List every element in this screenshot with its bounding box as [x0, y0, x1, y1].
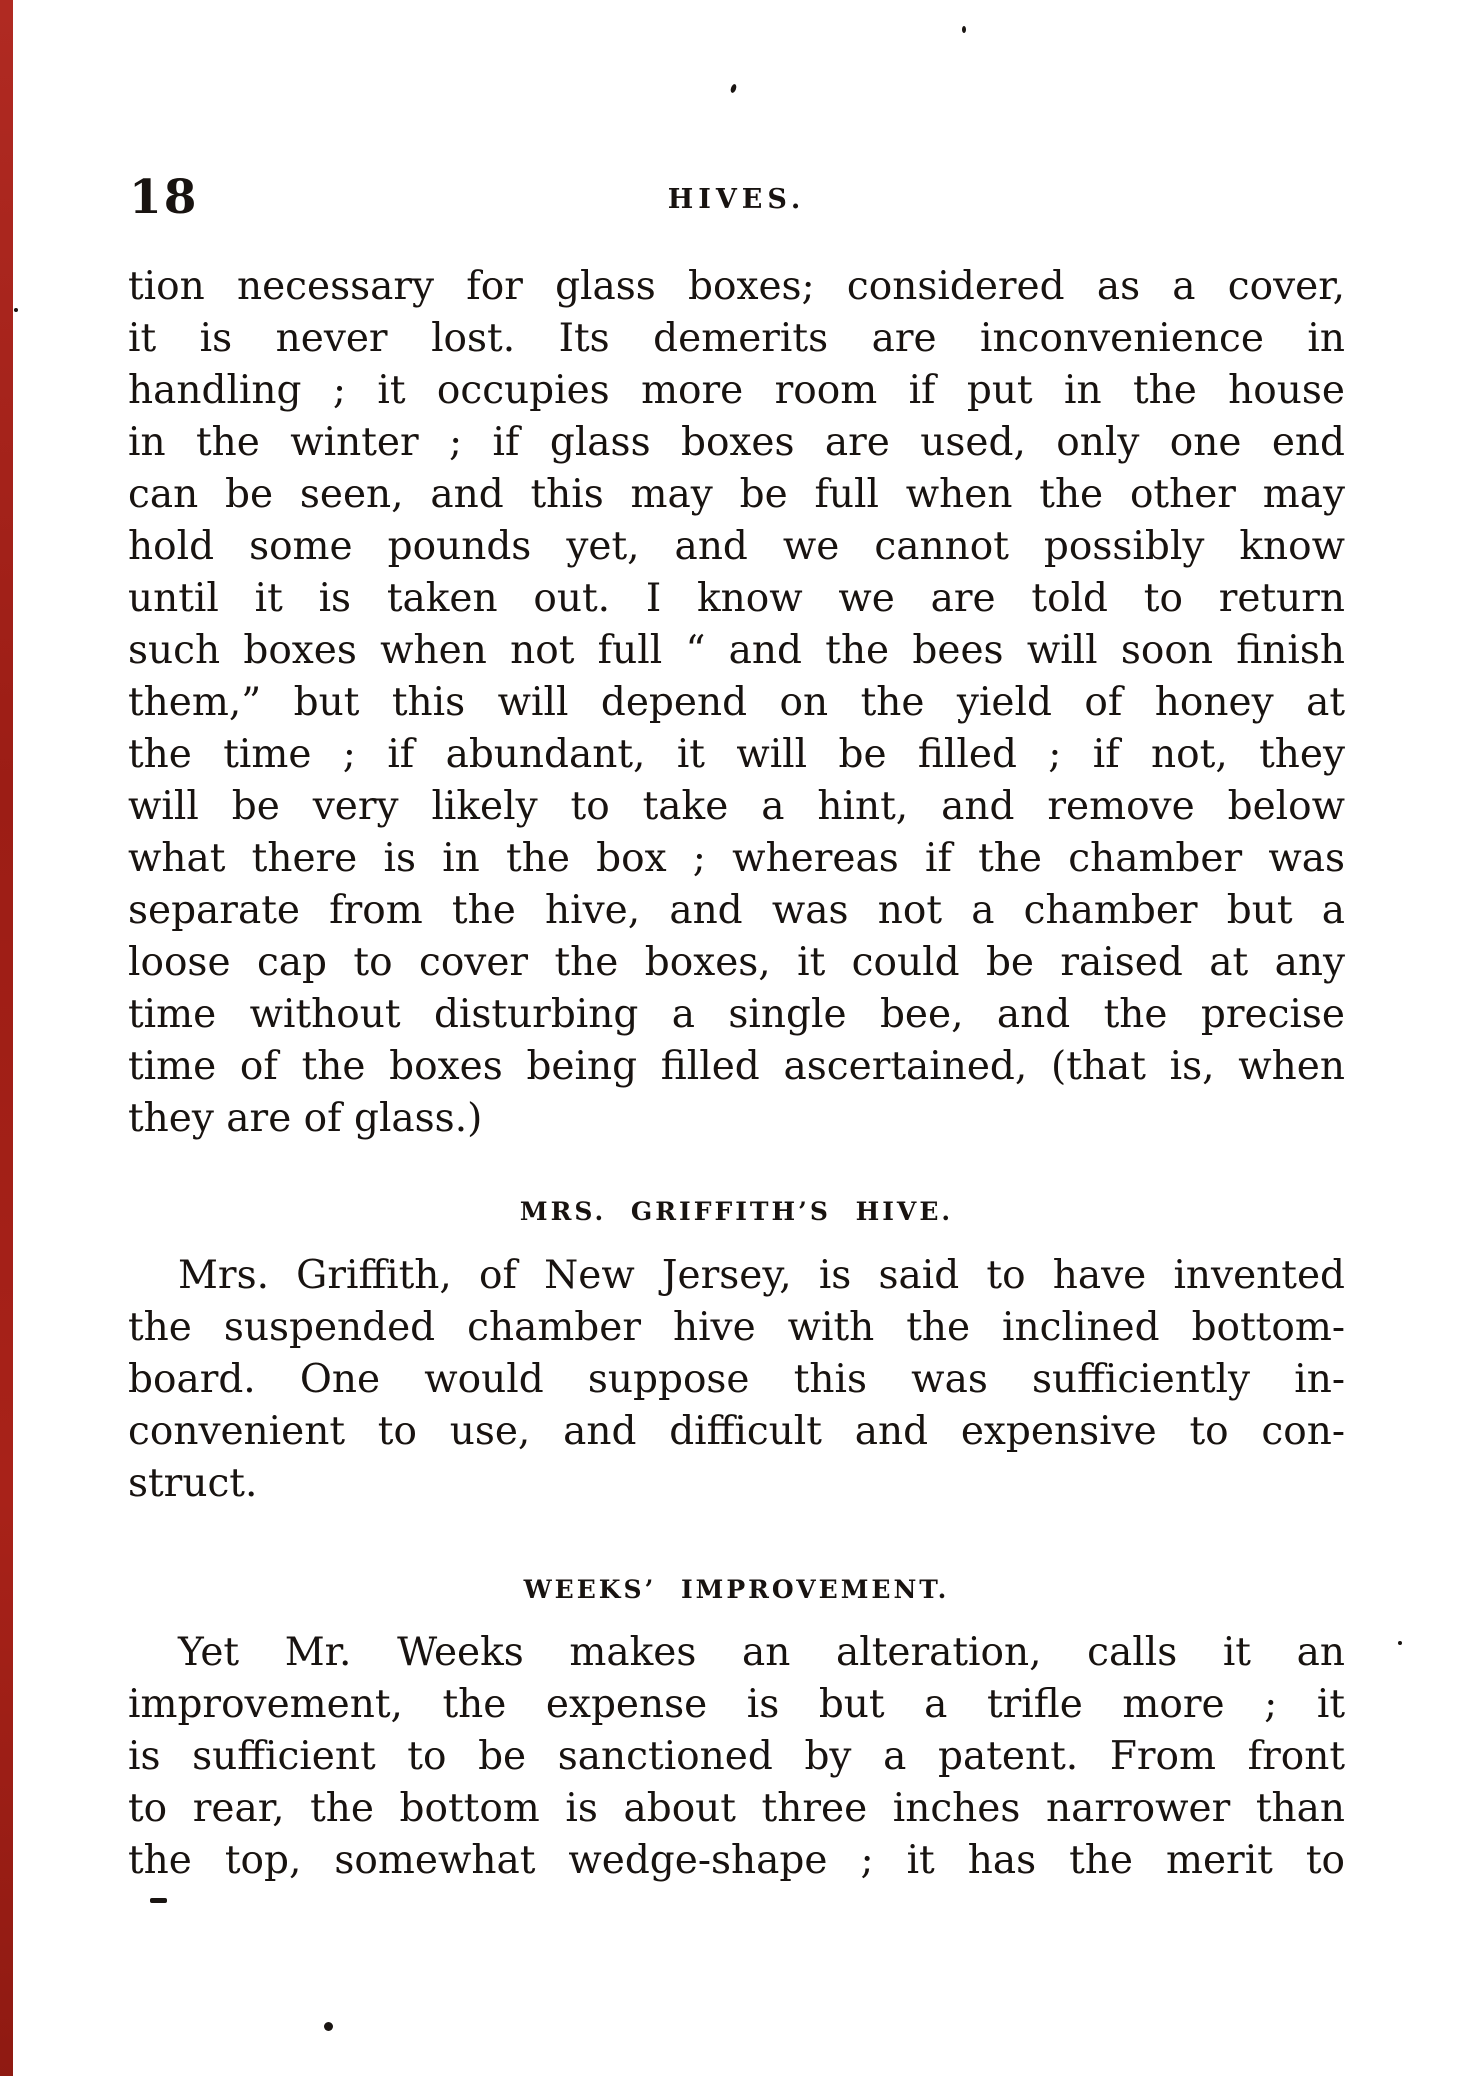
scan-speck [730, 83, 738, 93]
running-header: HIVES. [667, 184, 806, 215]
text-line: such boxes when not full “ and the bees will soon finish [128, 628, 1345, 673]
scan-dash [150, 1898, 167, 1903]
text-line: time without disturbing a single bee, and the precise [128, 992, 1345, 1037]
scan-speck [1398, 1641, 1402, 1645]
text-line: improvement, the expense is but a trifle more ; it [128, 1682, 1345, 1727]
paragraph-weeks [128, 1627, 1345, 1887]
text-line: to rear, the bottom is about three inches narrower than [128, 1786, 1345, 1831]
text-line: they are of glass.) [128, 1096, 483, 1141]
text-line: convenient to use, and difficult and expensive to con- [128, 1409, 1345, 1454]
text-line: struct. [128, 1461, 258, 1506]
paragraph-mrs-griffith [128, 1250, 1345, 1510]
text-line: the top, somewhat wedge-shape ; it has the merit to [128, 1838, 1345, 1883]
text-line: tion necessary for glass boxes; considered as a cover, [128, 264, 1345, 309]
text-line: the suspended chamber hive with the inclined bottom- [128, 1305, 1345, 1350]
text-line: hold some pounds yet, and we cannot possibly know [128, 524, 1345, 569]
text-line: it is never lost. Its demerits are inconvenience in [128, 316, 1345, 361]
page-number: 18 [129, 170, 199, 225]
text-line: Mrs. Griffith, of New Jersey, is said to have invented [178, 1253, 1345, 1298]
scan-speck [962, 26, 966, 33]
book-binding-edge [0, 0, 13, 2076]
text-line: in the winter ; if glass boxes are used, only one end [128, 420, 1345, 465]
text-line: handling ; it occupies more room if put in the house [128, 368, 1345, 413]
scan-speck [14, 308, 18, 312]
text-line: loose cap to cover the boxes, it could be raised at any [128, 940, 1345, 985]
text-line: the time ; if abundant, it will be filled ; if not, they [128, 732, 1345, 777]
text-line: is sufficient to be sanctioned by a patent. From front [128, 1734, 1345, 1779]
text-line: board. One would suppose this was sufficiently in- [128, 1357, 1345, 1402]
text-line: Yet Mr. Weeks makes an alteration, calls it an [178, 1630, 1345, 1675]
text-line: separate from the hive, and was not a chamber but a [128, 888, 1345, 933]
text-line: time of the boxes being filled ascertained, (that is, when [128, 1044, 1345, 1089]
section-heading-weeks-improvement: WEEKS’ IMPROVEMENT. [523, 1575, 950, 1604]
text-line: can be seen, and this may be full when the other may [128, 472, 1345, 517]
section-heading-mrs-griffiths-hive: MRS. GRIFFITH’S HIVE. [519, 1197, 954, 1226]
text-line: will be very likely to take a hint, and remove below [128, 784, 1345, 829]
paragraph-glass-boxes [128, 261, 1345, 1145]
text-line: what there is in the box ; whereas if the chamber was [128, 836, 1345, 881]
text-line: them,” but this will depend on the yield of honey at [128, 680, 1345, 725]
text-line: until it is taken out. I know we are told to return [128, 576, 1345, 621]
scan-dot [324, 2022, 333, 2031]
